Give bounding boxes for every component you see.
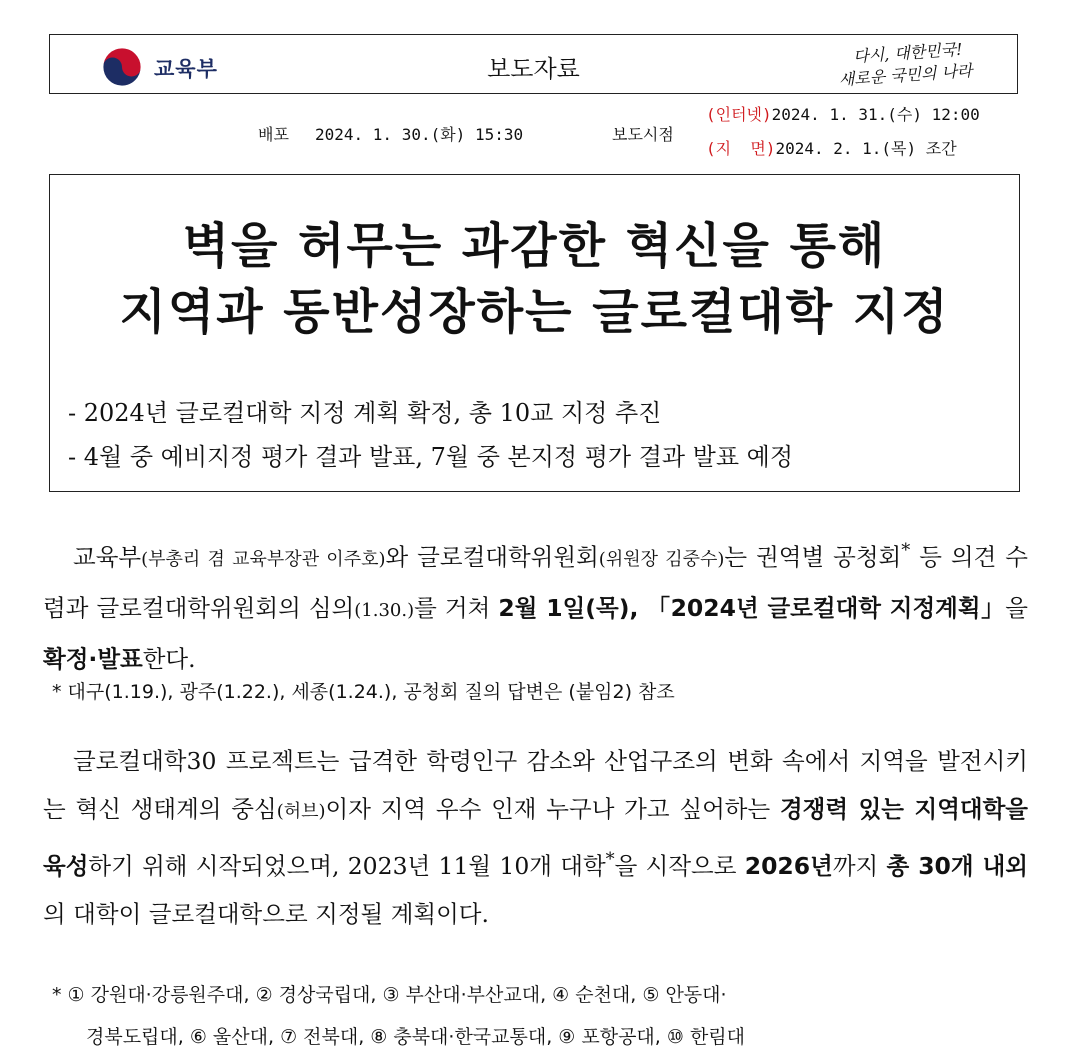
distribution-label: 배포 (258, 125, 289, 144)
government-slogan (826, 34, 999, 96)
para2-text: 글로컬대학30 프로젝트는 급격한 학령인구 감소와 산업구조의 변화 속에서 지역을 발전시키는 혁신 생태계의 중심 (43, 747, 1028, 823)
release-info (0, 98, 1080, 164)
para2-text: 까지 (832, 851, 887, 880)
footnote-2-line-2: 경북도립대, ⑥ 울산대, ⑦ 전북대, ⑧ 충북대·한국교통대, ⑨ 포항공대, ⑩ 한림대 (86, 1026, 746, 1048)
para1-text: 등 의견 수렴과 글로컬대학위원회의 심의 (43, 542, 1028, 622)
para2-text: 의 대학이 글로컬대학으로 지정될 계획이다. (43, 899, 489, 928)
para2-text: (허브) (276, 801, 326, 822)
slogan-line-2: 새로운 국민의 나라 (838, 60, 974, 90)
para1-text: (위원장 김중수) (598, 548, 725, 570)
para2-emphasis: 2026년 (744, 851, 833, 880)
para1-text: (부총리 겸 교육부장관 이주호) (141, 548, 386, 570)
body-paragraph-1 (43, 527, 1028, 683)
para1-text: 를 거쳐 (414, 593, 499, 622)
print-time: 2024. 2. 1.(목) 조간 (775, 139, 957, 158)
para2-text: 을 시작으로 (614, 851, 745, 880)
embargo-label: 보도시점 (612, 125, 674, 144)
ministry-name: 교육부 (154, 57, 218, 81)
internet-label: (인터넷) (706, 105, 772, 124)
headline-box (49, 174, 1020, 492)
footnote-marker: * (901, 540, 911, 561)
para1-text: 와 글로컬대학위원회 (385, 542, 599, 571)
print-label: (지 면) (706, 139, 776, 158)
para2-text: 하기 위해 시작되었으며, 2023년 11월 10개 대학 (88, 851, 606, 880)
footnote-marker: * (605, 849, 615, 870)
footnote-1: * 대구(1.19.), 광주(1.22.), 세종(1.24.), 공청회 질의 답변은 (붙임2) 참조 (52, 681, 675, 703)
footnote-2 (52, 974, 745, 1058)
press-release-header (49, 34, 1018, 94)
para1-text: 한다. (142, 644, 196, 673)
document-type-label: 보도자료 (487, 55, 580, 83)
para2-emphasis: 총 30개 내외 (886, 851, 1028, 880)
subheadline-1: - 2024년 글로컬대학 지정 계획 확정, 총 10교 지정 추진 (68, 399, 662, 427)
headline-line-1: 벽을 허무는 과감한 혁신을 통해 (182, 218, 887, 274)
para2-emphasis: 경쟁력 있는 지역대학을 육성 (43, 795, 1029, 880)
internet-time: 2024. 1. 31.(수) 12:00 (771, 105, 980, 124)
distribution-date: 2024. 1. 30.(화) 15:30 (315, 125, 524, 144)
body-paragraph-2 (43, 737, 1028, 938)
para1-text: 을 (1005, 593, 1028, 622)
subheadline-2: - 4월 중 예비지정 평가 결과 발표, 7월 중 본지정 평가 결과 발표 예정 (68, 443, 794, 471)
para1-text: 는 권역별 공청회 (724, 542, 902, 571)
footnote-2-line-1: * ① 강원대·강릉원주대, ② 경상국립대, ③ 부산대·부산교대, ④ 순천대, ⑤ 안동대· (52, 984, 727, 1006)
para1-emphasis: 확정·발표 (43, 644, 143, 673)
embargo-internet-row (706, 102, 980, 125)
para1-text: (1.30.) (354, 599, 415, 621)
para1-emphasis: 2월 1일(목), (498, 593, 639, 622)
slogan-line-1: 다시, 대한민국! (852, 39, 964, 67)
para2-text: 이자 지역 우수 인재 누구나 가고 싶어하는 (325, 795, 780, 823)
embargo-print-row (706, 136, 957, 159)
para1-text: 교육부 (73, 542, 142, 571)
plan-title: 「2024년 글로컬대학 지정계획」 (646, 593, 1006, 622)
headline-line-2: 지역과 동반성장하는 글로컬대학 지정 (119, 284, 950, 340)
